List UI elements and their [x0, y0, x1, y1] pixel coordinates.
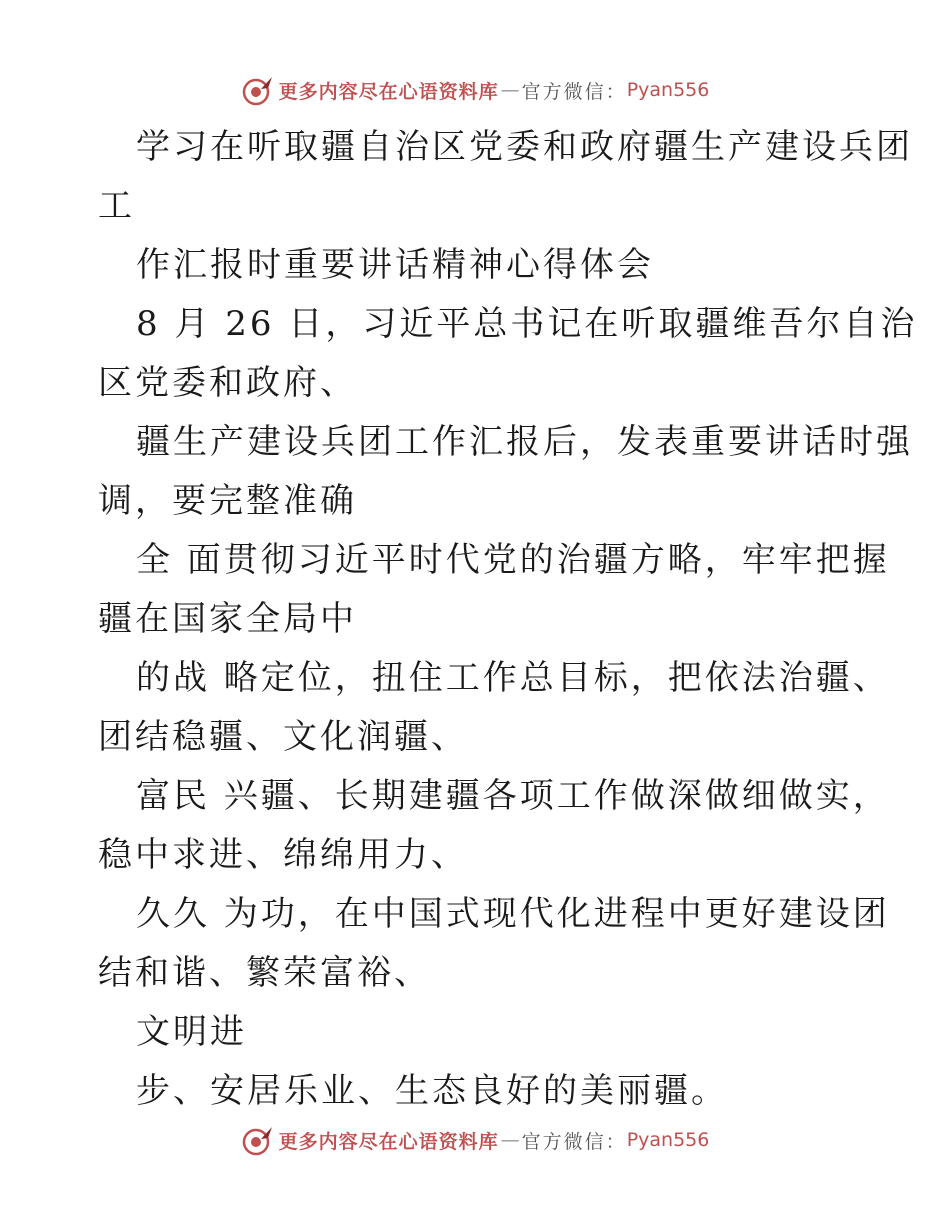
text-line: 团结稳疆、文化润疆、: [98, 717, 468, 757]
text-line: 学习在听取疆自治区党委和政府疆生产建设兵团: [136, 127, 913, 167]
banner-wechat-id: Pyan556: [626, 1129, 710, 1151]
text-line: 稳中求进、绵绵用力、: [98, 835, 468, 875]
banner-wechat-label: 官方微信：: [521, 80, 627, 103]
text-line: 的战 略定位，扭住工作总目标，把依法治疆、: [136, 658, 890, 698]
footer-watermark-banner: [0, 1120, 950, 1160]
text-line: 8 月 26 日，习近平总书记在听取疆维吾尔自治: [136, 304, 918, 344]
text-line: 富民 兴疆、长期建疆各项工作做深做细做实，: [136, 776, 890, 816]
text-line: 结和谐、繁荣富裕、: [98, 953, 431, 993]
text-line: 疆生产建设兵团工作汇报后，发表重要讲话时强: [136, 422, 913, 462]
header-watermark-banner: [0, 70, 950, 110]
text-line: 调，要完整准确: [98, 481, 357, 521]
quill-logo-icon: [241, 73, 275, 107]
banner-dash: —: [500, 1129, 520, 1151]
banner-dash: —: [500, 79, 520, 101]
text-line: 步、安居乐业、生态良好的美丽疆。: [136, 1071, 728, 1111]
text-line: 文明进: [136, 1012, 247, 1052]
banner-wechat-id: Pyan556: [626, 79, 710, 101]
banner-wechat-label: 官方微信：: [521, 1130, 627, 1153]
text-line: 全 面贯彻习近平时代党的治疆方略，牢牢把握: [136, 540, 890, 580]
text-line: 作汇报时重要讲话精神心得体会: [136, 245, 654, 285]
banner-main-text: 更多内容尽在心语资料库: [278, 80, 499, 103]
text-line: 久久 为功，在中国式现代化进程中更好建设团: [136, 894, 890, 934]
banner-main-text: 更多内容尽在心语资料库: [278, 1130, 499, 1153]
quill-logo-icon: [241, 1123, 275, 1157]
document-body: [98, 118, 918, 1121]
text-line: 工: [98, 186, 135, 226]
text-line: 区党委和政府、: [98, 363, 357, 403]
text-line: 疆在国家全局中: [98, 599, 357, 639]
